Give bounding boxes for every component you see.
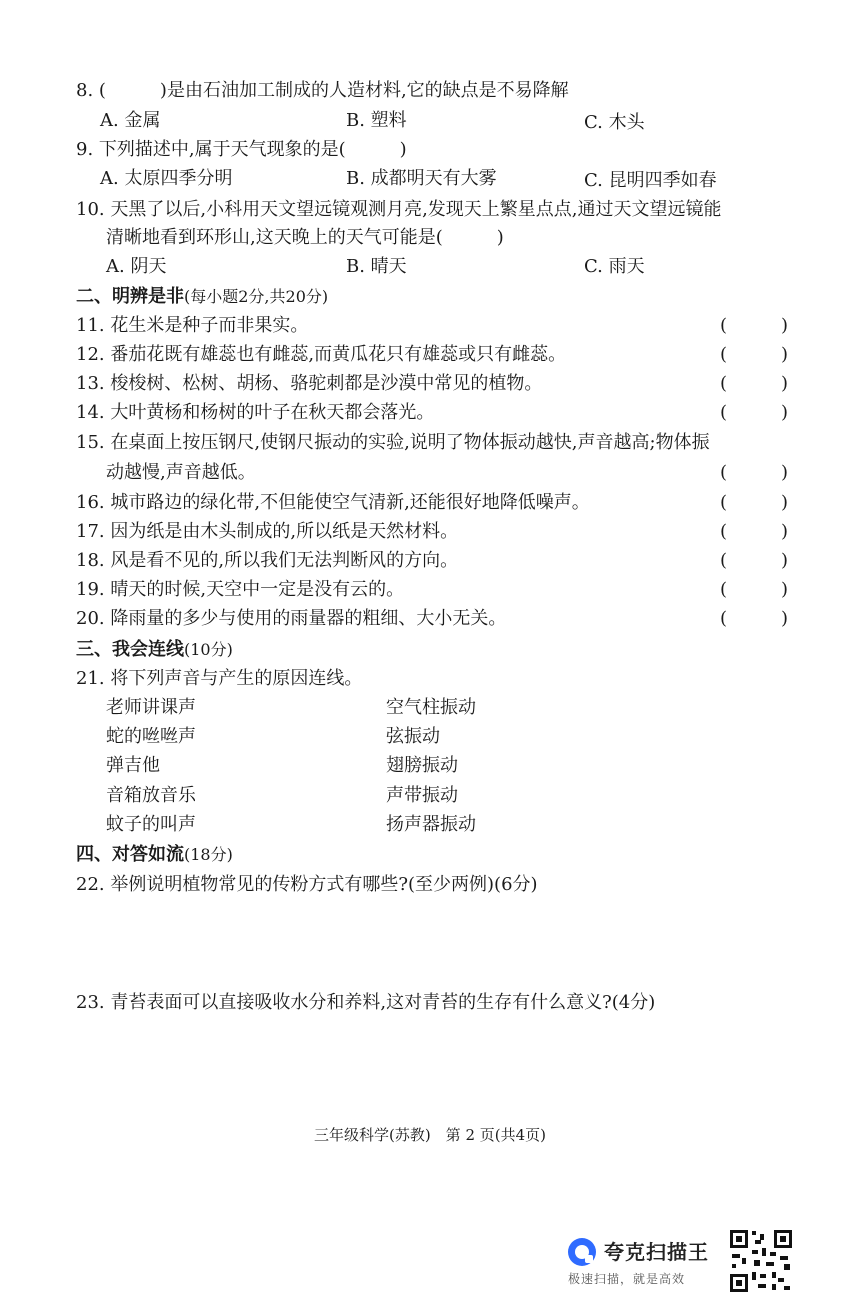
answer-paren-17[interactable]: ( ) [720, 521, 789, 542]
answer-paren-11[interactable]: ( ) [720, 315, 789, 336]
answer-paren-16[interactable]: ( ) [720, 492, 789, 513]
q9-option-a: A. 太原四季分明 [100, 168, 233, 189]
judge-question-14: 14. 大叶黄杨和杨树的叶子在秋天都会落光。 [76, 402, 435, 423]
q8-option-a: A. 金属 [100, 110, 161, 131]
question-23: 23. 青苔表面可以直接吸收水分和养料,这对青苔的生存有什么意义?(4分) [76, 992, 656, 1013]
match-left-item[interactable]: 蚊子的叫声 [106, 814, 196, 835]
section-2-heading [76, 284, 328, 310]
answer-paren-19[interactable]: ( ) [720, 579, 789, 600]
match-left-item[interactable]: 蛇的咝咝声 [106, 726, 196, 747]
question-10-line2: 清晰地看到环形山,这天晚上的天气可能是( ) [106, 227, 504, 248]
judge-question-19: 19. 晴天的时候,天空中一定是没有云的。 [76, 579, 405, 600]
scanner-watermark [566, 1230, 726, 1290]
section-3-heading [76, 637, 233, 663]
question-10-line1: 10. 天黑了以后,小科用天文望远镜观测月亮,发现天上繁星点点,通过天文望远镜能 [76, 199, 722, 220]
section-4-title: 四、对答如流 [76, 844, 184, 865]
judge-question-12: 12. 番茄花既有雄蕊也有雌蕊,而黄瓜花只有雄蕊或只有雌蕊。 [76, 344, 567, 365]
q9-option-c: C. 昆明四季如春 [584, 170, 717, 191]
answer-paren-14[interactable]: ( ) [720, 402, 789, 423]
match-right-item[interactable]: 空气柱振动 [386, 697, 476, 718]
judge-question-15-line1: 15. 在桌面上按压钢尺,使钢尺振动的实验,说明了物体振动越快,声音越高;物体振 [76, 432, 710, 453]
q8-option-c: C. 木头 [584, 112, 645, 133]
quark-logo-icon [566, 1236, 598, 1268]
match-right-item[interactable]: 翅膀振动 [386, 755, 458, 776]
q10-option-b: B. 晴天 [346, 256, 407, 277]
match-right-item[interactable]: 弦振动 [386, 726, 440, 747]
section-3-note: (10分) [184, 640, 233, 659]
answer-paren-18[interactable]: ( ) [720, 550, 789, 571]
q10-option-a: A. 阴天 [106, 256, 167, 277]
section-2-title: 二、明辨是非 [76, 286, 184, 307]
judge-question-15-line2: 动越慢,声音越低。 [106, 462, 256, 483]
q8-option-b: B. 塑料 [346, 110, 407, 131]
section-2-note: (每小题2分,共20分) [184, 287, 329, 306]
section-4-heading [76, 842, 233, 868]
question-8: 8. ( )是由石油加工制成的人造材料,它的缺点是不易降解 [76, 80, 569, 101]
answer-paren-20[interactable]: ( ) [720, 608, 789, 629]
q10-option-c: C. 雨天 [584, 256, 645, 277]
qr-code-icon [728, 1228, 794, 1294]
watermark-name: 夸克扫描王 [604, 1240, 709, 1264]
watermark-slogan: 极速扫描，就是高效 [568, 1272, 686, 1286]
match-left-item[interactable]: 弹吉他 [106, 755, 160, 776]
question-9: 9. 下列描述中,属于天气现象的是( ) [76, 139, 407, 160]
judge-question-18: 18. 风是看不见的,所以我们无法判断风的方向。 [76, 550, 459, 571]
section-3-title: 三、我会连线 [76, 639, 184, 660]
answer-paren-12[interactable]: ( ) [720, 344, 789, 365]
judge-question-11: 11. 花生米是种子而非果实。 [76, 315, 309, 336]
match-left-item[interactable]: 音箱放音乐 [106, 785, 196, 806]
match-left-item[interactable]: 老师讲课声 [106, 697, 196, 718]
question-22: 22. 举例说明植物常见的传粉方式有哪些?(至少两例)(6分) [76, 874, 538, 895]
match-right-item[interactable]: 扬声器振动 [386, 814, 476, 835]
judge-question-17: 17. 因为纸是由木头制成的,所以纸是天然材料。 [76, 521, 459, 542]
section-4-note: (18分) [184, 845, 233, 864]
question-21: 21. 将下列声音与产生的原因连线。 [76, 668, 363, 689]
judge-question-16: 16. 城市路边的绿化带,不但能使空气清新,还能很好地降低噪声。 [76, 492, 590, 513]
page-footer: 三年级科学(苏教) 第 2 页(共4页) [313, 1126, 547, 1144]
answer-paren-15[interactable]: ( ) [720, 462, 789, 483]
judge-question-13: 13. 梭梭树、松树、胡杨、骆驼刺都是沙漠中常见的植物。 [76, 373, 543, 394]
match-right-item[interactable]: 声带振动 [386, 785, 458, 806]
judge-question-20: 20. 降雨量的多少与使用的雨量器的粗细、大小无关。 [76, 608, 507, 629]
q9-option-b: B. 成都明天有大雾 [346, 168, 497, 189]
answer-paren-13[interactable]: ( ) [720, 373, 789, 394]
